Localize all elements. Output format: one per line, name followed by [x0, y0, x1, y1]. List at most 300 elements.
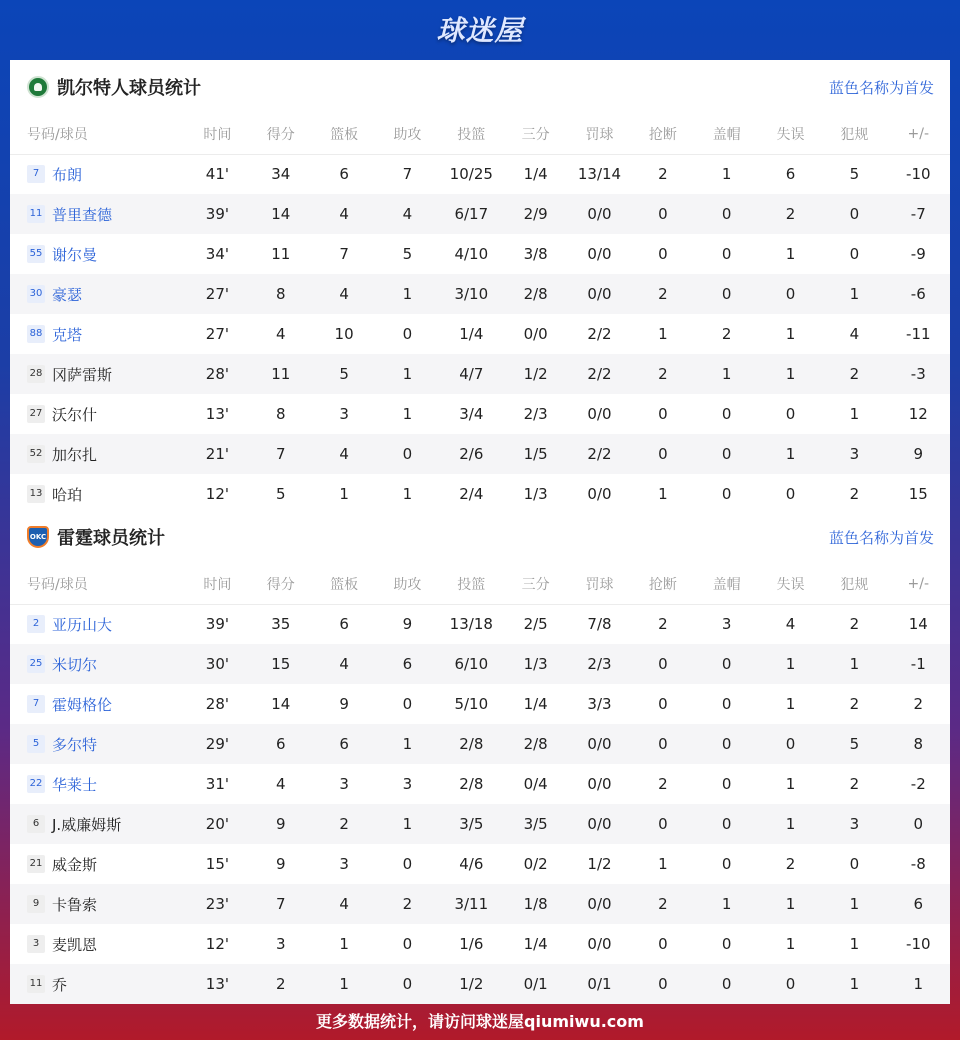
- stat-cell-turnovers: 0: [785, 485, 796, 503]
- stat-cell-minutes: 28': [186, 354, 249, 394]
- stat-cell-ft: 0/0: [568, 194, 631, 234]
- column-header-fouls: 犯规: [822, 114, 886, 154]
- stat-cell-plus-minus: 8: [887, 724, 950, 764]
- stat-cell-steals: 0: [631, 964, 694, 1004]
- stat-cell-steals: 0: [658, 935, 668, 953]
- stat-cell-points: 4: [275, 775, 286, 793]
- player-cell[interactable]: [10, 844, 186, 884]
- jersey-number-badge: 27: [27, 405, 45, 423]
- stat-cell-three-pt: 2/3: [523, 405, 548, 423]
- stat-cell-fg: 4/7: [439, 354, 503, 394]
- player-cell[interactable]: [10, 724, 186, 764]
- stat-cell-turnovers: 2: [759, 194, 822, 234]
- stat-cell-assists: 0: [402, 325, 413, 343]
- stat-cell-plus-minus: -11: [906, 325, 931, 343]
- stat-cell-fouls: 0: [822, 194, 886, 234]
- stat-cell-assists: 0: [402, 855, 413, 873]
- stat-cell-fouls: 4: [849, 325, 860, 343]
- stat-cell-points: 4: [275, 325, 286, 343]
- stat-cell-rebounds: 10: [334, 325, 354, 343]
- stat-cell-minutes: 31': [205, 775, 230, 793]
- table-row[interactable]: [10, 314, 950, 354]
- stat-cell-ft: 1/2: [587, 855, 612, 873]
- footer-banner[interactable]: [0, 1000, 960, 1040]
- stat-cell-assists: 1: [376, 274, 439, 314]
- player-cell[interactable]: [10, 964, 186, 1004]
- stat-cell-fouls: 2: [849, 615, 860, 634]
- stat-cell-fg: 3/10: [439, 274, 503, 314]
- table-row[interactable]: [10, 194, 950, 234]
- table-row[interactable]: [10, 964, 950, 1004]
- stat-cell-fg: 2/8: [459, 775, 484, 793]
- stat-cell-rebounds: 1: [339, 485, 349, 503]
- column-header-rebounds: 篮板: [312, 564, 375, 604]
- jersey-number-badge: 25: [27, 655, 45, 673]
- jersey-number-badge: 2: [27, 615, 45, 633]
- stat-cell-rebounds: 9: [339, 695, 349, 713]
- stat-cell-minutes: 13': [205, 405, 230, 423]
- stat-cell-points: 7: [249, 434, 312, 474]
- stat-cell-fouls: 5: [849, 165, 860, 184]
- stat-cell-ft: 0/0: [568, 804, 631, 844]
- stat-cell-plus-minus: 0: [887, 804, 950, 844]
- stat-cell-ft: 0/0: [587, 485, 612, 503]
- stat-cell-blocks: 0: [721, 405, 732, 423]
- player-name-link[interactable]: 沃尔什: [52, 405, 98, 424]
- team-title-wrap: [27, 74, 201, 100]
- stat-cell-ft: 7/8: [587, 615, 612, 634]
- column-header-plus-minus: +/-: [887, 114, 950, 154]
- player-name-link[interactable]: 克塔: [52, 325, 83, 344]
- stat-cell-blocks: 0: [695, 434, 759, 474]
- stat-cell-rebounds: 4: [312, 194, 375, 234]
- stat-cell-fg: 5/10: [454, 695, 489, 713]
- table-row[interactable]: [10, 274, 950, 314]
- player-stats-table: [10, 564, 950, 1004]
- stat-cell-minutes: 28': [205, 695, 230, 713]
- stat-cell-turnovers: 1: [785, 245, 796, 263]
- team-title: 雷霆球员统计: [57, 528, 165, 549]
- stat-cell-turnovers: 1: [785, 935, 796, 953]
- stat-cell-fg: 3/11: [439, 884, 503, 924]
- table-row[interactable]: [10, 684, 950, 724]
- stat-cell-points: 15: [249, 644, 312, 684]
- stat-cell-three-pt: 3/8: [523, 245, 548, 263]
- stat-cell-minutes: 15': [205, 855, 230, 873]
- stat-cell-ft: 2/2: [568, 354, 631, 394]
- stat-cell-rebounds: 3: [339, 775, 349, 793]
- player-name-link[interactable]: 多尔特: [52, 735, 98, 754]
- stat-cell-plus-minus: -1: [887, 644, 950, 684]
- jersey-number-badge: 21: [27, 855, 45, 873]
- stat-cell-fg: 2/6: [439, 434, 503, 474]
- stat-cell-steals: 0: [631, 804, 694, 844]
- stat-cell-turnovers: 1: [785, 775, 796, 793]
- stat-cell-fouls: 1: [822, 274, 886, 314]
- column-header-ft: 罚球: [568, 114, 631, 154]
- column-header-steals: 抢断: [631, 114, 694, 154]
- table-row[interactable]: [10, 884, 950, 924]
- column-header-ft: 罚球: [568, 564, 631, 604]
- stat-cell-minutes: 27': [205, 325, 230, 343]
- player-name-link[interactable]: 豪瑟: [52, 285, 83, 304]
- stat-cell-assists: 0: [402, 935, 413, 953]
- stat-cell-blocks: 0: [721, 485, 732, 503]
- stat-cell-plus-minus: -7: [887, 194, 950, 234]
- starter-legend-note: 蓝色名称为首发: [828, 78, 934, 97]
- stat-cell-blocks: 0: [721, 935, 732, 953]
- player-name-link[interactable]: 亚历山大: [52, 615, 113, 634]
- stat-cell-three-pt: 2/8: [503, 274, 567, 314]
- celtics-logo-icon: [27, 76, 49, 98]
- stat-cell-steals: 0: [658, 695, 668, 713]
- stat-cell-assists: 1: [376, 804, 439, 844]
- stat-cell-plus-minus: -6: [887, 274, 950, 314]
- table-row[interactable]: [10, 474, 950, 514]
- stat-cell-turnovers: 2: [785, 855, 796, 873]
- stat-cell-rebounds: 1: [312, 964, 375, 1004]
- column-header-points: 得分: [249, 564, 312, 604]
- stat-cell-three-pt: 1/4: [523, 935, 548, 953]
- team-header: [10, 510, 950, 564]
- stat-cell-steals: 2: [658, 775, 668, 793]
- jersey-number-badge: 3: [27, 935, 45, 953]
- stat-cell-points: 9: [249, 804, 312, 844]
- table-row[interactable]: [10, 604, 950, 644]
- stat-cell-turnovers: 1: [759, 354, 822, 394]
- player-name-link[interactable]: 冈萨雷斯: [52, 365, 113, 384]
- player-cell[interactable]: [10, 764, 186, 804]
- column-header-blocks: 盖帽: [695, 564, 759, 604]
- footer-link-text[interactable]: 更多数据统计，请访问球迷屋qiumiwu.com: [316, 1011, 644, 1031]
- player-cell[interactable]: [10, 474, 186, 514]
- jersey-number-badge: 6: [27, 815, 45, 833]
- stat-cell-minutes: 41': [205, 165, 230, 184]
- player-cell[interactable]: [10, 154, 186, 194]
- stat-cell-assists: 6: [376, 644, 439, 684]
- stat-cell-plus-minus: 9: [887, 434, 950, 474]
- stat-cell-points: 11: [249, 354, 312, 394]
- jersey-number-badge: 13: [27, 485, 45, 503]
- stat-cell-steals: 2: [631, 274, 694, 314]
- stat-cell-rebounds: 4: [312, 274, 375, 314]
- stat-cell-fouls: 2: [849, 775, 860, 793]
- stat-cell-fouls: 1: [849, 935, 860, 953]
- stat-cell-plus-minus: 14: [908, 615, 928, 634]
- stat-cell-plus-minus: -3: [887, 354, 950, 394]
- stat-cell-fouls: 2: [849, 485, 860, 503]
- stat-cell-blocks: 0: [695, 804, 759, 844]
- table-row[interactable]: [10, 924, 950, 964]
- stat-cell-fg: 10/25: [449, 165, 493, 184]
- starter-legend-note: 蓝色名称为首发: [828, 528, 934, 547]
- table-row[interactable]: [10, 844, 950, 884]
- stat-cell-three-pt: 1/4: [523, 695, 548, 713]
- stat-cell-blocks: 0: [695, 644, 759, 684]
- stat-cell-minutes: 12': [205, 485, 230, 503]
- stat-cell-fouls: 1: [849, 405, 860, 423]
- team-section-thunder: [10, 510, 950, 1004]
- stat-cell-plus-minus: -2: [910, 775, 926, 793]
- stat-cell-blocks: 1: [721, 165, 732, 184]
- jersey-number-badge: 7: [27, 695, 45, 713]
- stat-cell-rebounds: 6: [312, 724, 375, 764]
- table-row[interactable]: [10, 804, 950, 844]
- column-header-points: 得分: [249, 114, 312, 154]
- stat-cell-blocks: 0: [695, 194, 759, 234]
- stat-cell-steals: 2: [658, 615, 668, 634]
- stat-cell-assists: 1: [376, 724, 439, 764]
- stat-cell-ft: 0/0: [568, 884, 631, 924]
- player-cell[interactable]: [10, 804, 186, 844]
- stat-cell-points: 3: [275, 935, 286, 953]
- stat-cell-blocks: 0: [721, 245, 732, 263]
- stat-cell-assists: 1: [402, 485, 413, 503]
- stat-cell-fg: 4/6: [459, 855, 484, 873]
- stat-cell-minutes: 27': [186, 274, 249, 314]
- stat-cell-fouls: 5: [822, 724, 886, 764]
- column-header-row: [10, 114, 950, 154]
- site-logo[interactable]: 球迷屋: [436, 14, 524, 47]
- stat-cell-blocks: 1: [695, 884, 759, 924]
- stat-cell-three-pt: 2/8: [503, 724, 567, 764]
- stat-cell-fouls: 2: [822, 354, 886, 394]
- stat-cell-plus-minus: -9: [910, 245, 926, 263]
- stat-cell-rebounds: 4: [312, 884, 375, 924]
- stat-cell-rebounds: 6: [339, 165, 349, 184]
- stat-cell-fg: 2/4: [459, 485, 484, 503]
- player-cell[interactable]: [10, 604, 186, 644]
- okc-logo-icon: OKC: [27, 526, 49, 548]
- stat-cell-blocks: 2: [721, 325, 732, 343]
- column-header-fouls: 犯规: [822, 564, 886, 604]
- jersey-number-badge: 88: [27, 325, 45, 343]
- stat-cell-plus-minus: -10: [906, 165, 931, 184]
- stat-cell-turnovers: 6: [785, 165, 796, 184]
- table-row[interactable]: [10, 434, 950, 474]
- player-rows: [10, 604, 950, 1004]
- stat-cell-turnovers: 0: [759, 274, 822, 314]
- stat-cell-rebounds: 5: [312, 354, 375, 394]
- stat-cell-fg: 6/10: [439, 644, 503, 684]
- stat-cell-three-pt: 1/3: [503, 644, 567, 684]
- player-name-link[interactable]: 华莱士: [52, 775, 98, 794]
- player-cell[interactable]: [10, 434, 186, 474]
- stat-cell-three-pt: 1/2: [503, 354, 567, 394]
- stat-cell-plus-minus: 12: [908, 405, 928, 423]
- player-cell[interactable]: [10, 234, 186, 274]
- stat-cell-turnovers: 1: [759, 644, 822, 684]
- player-name-link[interactable]: 霍姆格伦: [52, 695, 113, 714]
- stat-cell-ft: 2/2: [568, 434, 631, 474]
- stat-cell-turnovers: 4: [785, 615, 796, 634]
- player-cell[interactable]: [10, 684, 186, 724]
- jersey-number-badge: 9: [27, 895, 45, 913]
- player-cell[interactable]: [10, 194, 186, 234]
- jersey-number-badge: 52: [27, 445, 45, 463]
- stat-cell-steals: 2: [631, 884, 694, 924]
- player-cell[interactable]: [10, 394, 186, 434]
- player-cell[interactable]: [10, 924, 186, 964]
- stat-cell-minutes: 12': [205, 935, 230, 953]
- player-rows: [10, 154, 950, 514]
- player-name-link[interactable]: 加尔扎: [52, 445, 98, 464]
- stats-panel: [10, 60, 950, 1000]
- column-header-turnovers: 失误: [759, 564, 822, 604]
- stat-cell-minutes: 39': [205, 615, 230, 634]
- stat-cell-points: 35: [271, 615, 291, 634]
- jersey-number-badge: 22: [27, 775, 45, 793]
- table-row[interactable]: [10, 354, 950, 394]
- player-cell[interactable]: [10, 644, 186, 684]
- stat-cell-three-pt: 1/4: [523, 165, 548, 184]
- stat-cell-minutes: 29': [186, 724, 249, 764]
- table-row[interactable]: [10, 764, 950, 804]
- column-header-three-pt: 三分: [503, 114, 567, 154]
- stat-cell-ft: 0/0: [587, 405, 612, 423]
- stat-cell-rebounds: 7: [339, 245, 349, 263]
- stat-cell-steals: 0: [658, 405, 668, 423]
- stat-cell-points: 9: [275, 855, 286, 873]
- table-row[interactable]: [10, 724, 950, 764]
- stat-cell-fg: 3/4: [459, 405, 484, 423]
- stat-cell-three-pt: 0/0: [523, 325, 548, 343]
- stat-cell-three-pt: 0/4: [523, 775, 548, 793]
- stat-cell-assists: 1: [402, 405, 413, 423]
- stat-cell-rebounds: 1: [339, 935, 349, 953]
- stat-cell-assists: 2: [376, 884, 439, 924]
- player-cell[interactable]: [10, 314, 186, 354]
- team-section-celtics: [10, 60, 950, 514]
- stat-cell-blocks: 0: [721, 855, 732, 873]
- stat-cell-rebounds: 2: [312, 804, 375, 844]
- stat-cell-points: 6: [249, 724, 312, 764]
- stat-cell-turnovers: 1: [759, 434, 822, 474]
- stat-cell-points: 14: [271, 695, 291, 713]
- stat-cell-plus-minus: 6: [887, 884, 950, 924]
- stat-cell-minutes: 39': [186, 194, 249, 234]
- column-header-row: [10, 564, 950, 604]
- stat-cell-fg: 4/10: [454, 245, 489, 263]
- player-name-link[interactable]: 麦凯恩: [52, 935, 98, 954]
- stat-cell-minutes: 23': [186, 884, 249, 924]
- stat-cell-points: 2: [249, 964, 312, 1004]
- stat-cell-points: 14: [249, 194, 312, 234]
- table-row[interactable]: [10, 234, 950, 274]
- stat-cell-steals: 0: [631, 644, 694, 684]
- stat-cell-assists: 7: [402, 165, 413, 184]
- stat-cell-turnovers: 1: [759, 884, 822, 924]
- stat-cell-ft: 0/0: [587, 935, 612, 953]
- stat-cell-three-pt: 1/5: [503, 434, 567, 474]
- player-name-link[interactable]: 谢尔曼: [52, 245, 98, 264]
- stat-cell-fouls: 2: [849, 695, 860, 713]
- team-title-wrap: [27, 524, 165, 550]
- column-header-fg: 投篮: [439, 114, 503, 154]
- stat-cell-ft: 0/0: [587, 775, 612, 793]
- stat-cell-turnovers: 1: [759, 804, 822, 844]
- stat-cell-minutes: 30': [186, 644, 249, 684]
- jersey-number-badge: 11: [27, 205, 45, 223]
- stat-cell-fouls: 1: [822, 964, 886, 1004]
- player-name-link[interactable]: 哈珀: [52, 485, 83, 504]
- stat-cell-plus-minus: -8: [910, 855, 926, 873]
- stat-cell-fouls: 0: [849, 855, 860, 873]
- stat-cell-three-pt: 2/5: [523, 615, 548, 634]
- player-name-link[interactable]: 布朗: [52, 165, 83, 184]
- player-cell[interactable]: [10, 354, 186, 394]
- top-header: [0, 0, 960, 58]
- stat-cell-turnovers: 0: [785, 405, 796, 423]
- table-row[interactable]: [10, 154, 950, 194]
- stat-cell-fg: 6/17: [439, 194, 503, 234]
- stat-cell-assists: 0: [376, 964, 439, 1004]
- stat-cell-steals: 0: [631, 194, 694, 234]
- column-header-plus-minus: +/-: [887, 564, 950, 604]
- stat-cell-plus-minus: 15: [908, 485, 928, 503]
- stat-cell-ft: 0/0: [587, 245, 612, 263]
- stat-cell-assists: 0: [376, 434, 439, 474]
- stat-cell-plus-minus: 2: [913, 695, 924, 713]
- stat-cell-fg: 13/18: [449, 615, 493, 634]
- stat-cell-steals: 0: [631, 434, 694, 474]
- jersey-number-badge: 7: [27, 165, 45, 183]
- stat-cell-blocks: 0: [695, 964, 759, 1004]
- stat-cell-rebounds: 4: [312, 434, 375, 474]
- column-header-player: 号码/球员: [10, 114, 186, 154]
- table-row[interactable]: [10, 394, 950, 434]
- stat-cell-fg: 1/2: [439, 964, 503, 1004]
- stat-cell-points: 8: [275, 405, 286, 423]
- team-title: 凯尔特人球员统计: [57, 78, 201, 99]
- player-name-link[interactable]: 米切尔: [52, 655, 98, 674]
- stat-cell-ft: 0/1: [568, 964, 631, 1004]
- column-header-three-pt: 三分: [503, 564, 567, 604]
- stat-cell-blocks: 0: [695, 274, 759, 314]
- stat-cell-ft: 13/14: [577, 165, 622, 184]
- stat-cell-blocks: 0: [721, 695, 732, 713]
- player-name-link[interactable]: 乔: [52, 975, 68, 994]
- player-name-link[interactable]: 普里查德: [52, 205, 113, 224]
- player-name-link[interactable]: 威金斯: [52, 855, 98, 874]
- stat-cell-steals: 1: [658, 325, 668, 343]
- stat-cell-turnovers: 1: [785, 325, 796, 343]
- column-header-assists: 助攻: [376, 114, 439, 154]
- stat-cell-minutes: 20': [186, 804, 249, 844]
- player-name-link[interactable]: J.威廉姆斯: [52, 815, 122, 834]
- stat-cell-ft: 0/0: [568, 724, 631, 764]
- column-header-turnovers: 失误: [759, 114, 822, 154]
- player-name-link[interactable]: 卡鲁索: [52, 895, 98, 914]
- stat-cell-fouls: 3: [822, 804, 886, 844]
- stat-cell-assists: 4: [376, 194, 439, 234]
- stat-cell-assists: 3: [402, 775, 413, 793]
- column-header-blocks: 盖帽: [695, 114, 759, 154]
- stat-cell-turnovers: 1: [785, 695, 796, 713]
- player-cell[interactable]: [10, 274, 186, 314]
- stat-cell-fg: 3/5: [439, 804, 503, 844]
- stat-cell-ft: 2/2: [587, 325, 612, 343]
- jersey-number-badge: 30: [27, 285, 45, 303]
- player-cell[interactable]: [10, 884, 186, 924]
- stat-cell-three-pt: 2/9: [503, 194, 567, 234]
- stat-cell-blocks: 3: [721, 615, 732, 634]
- column-header-assists: 助攻: [376, 564, 439, 604]
- table-row[interactable]: [10, 644, 950, 684]
- stat-cell-rebounds: 3: [339, 855, 349, 873]
- column-header-fg: 投篮: [439, 564, 503, 604]
- stat-cell-ft: 2/3: [568, 644, 631, 684]
